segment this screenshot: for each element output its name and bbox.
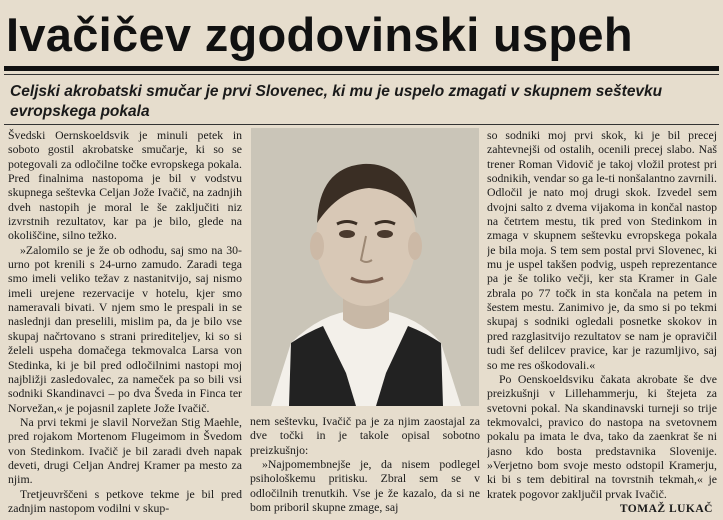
deck-subtitle: Celjski akrobatski smučar je prvi Slovenec, ki mu je uspelo zmagati v skupnem seštevku evropskega pokala bbox=[10, 83, 663, 120]
byline: TOMAŽ LUKAČ bbox=[619, 503, 713, 515]
article-column-1 bbox=[8, 128, 242, 520]
headline-rule-thick bbox=[4, 66, 719, 71]
paragraph: »Najpomembnejše je, da nisem podlegel psihološkemu pritisku. Zbral sem se v odločilnih trenutkih. Vse je že kazalo, da si ne bom priboril skupne zmage, saj bbox=[250, 457, 480, 515]
paragraph: »Zalomilo se je že ob odhodu, saj smo na 30-urno pot krenili s 24-urno zamudo. Zaradi tega smo imeli veliko težav z nastanitvijo, saj nismo imeli urejene rezervacije v hotelu, kjer smo nameravali bivati. V njem smo le prespali in se naslednji dan preselili, mislim pa, da je bilo vse skupaj načrtovano s strani prirediteljev, ki so si želeli uspeha domačega tekmovalca Larsa von Stedinka, ki je bil pred odločilnimi nastopi moj najbližji zasledovalec, za nameček pa so bili vsi sodniki Skandinavci – po dva Šveda in Finca ter Norvežan,« je pojasnil zaplete Jože Ivačič. bbox=[8, 242, 242, 415]
portrait-photo bbox=[251, 128, 479, 406]
headline: Ivačičev zgodovinski uspeh bbox=[6, 8, 633, 61]
paragraph: Na prvi tekmi je slavil Norvežan Stig Maehle, pred rojakom Mortenom Flugeimom in Švedom von Stedinkom. Ivačič je bil zaradi dveh napak deveti, drugi Celjan Andrej Kramer pa mesto za njim. bbox=[8, 414, 242, 487]
paragraph: nem seštevku, Ivačič pa je za njim zaostajal za dve točki in je takole opisal sobotno preizkušnjo: bbox=[250, 414, 480, 457]
paragraph: Tretjeuvrščeni s petkove tekme je bil pred zadnjim nastopom vodilni v skup- bbox=[8, 486, 242, 515]
paragraph: Po Oenskoeldsviku čakata akrobate še dve preizkušnji v Lillehammerju, ki štejeta za svetovni pokal. Na skandinavski turneji so trije tekmovalci, pravico do nastopa na svetovnem pokalu pa imata le dva, tako da zaenkrat še ni jasno kdo bosta predstavnika Slovenije. »Verjetno bom svoje mesto odstopil Kramerju, ki bi s tem debitiral na tovrstnih tekmah,« je kratek pogovor zaključil prvak Ivačič. bbox=[487, 371, 717, 501]
headline-rule-thin bbox=[4, 74, 719, 75]
deck-rule bbox=[4, 124, 719, 125]
paragraph: Švedski Oernskoeldsvik je minuli petek in soboto gostil akrobatske smučarje, ki so se potegovali za odločilne točke evropskega pokala. Pred finalnima nastopoma je bil v vodstvu skupnega seštevka Celjan Jože Ivačič, na zadnjih dveh nastopih je moral le še zaključiti niz izvrstnih rezultatov, kar pa je bilo, glede na okoliščine, silno težko. bbox=[8, 128, 242, 243]
article-column-3 bbox=[487, 128, 717, 520]
paragraph: so sodniki moj prvi skok, ki je bil precej zahtevnejši od ostalih, ocenili precej slabo. Naš trener Roman Vidovič je takoj vložil protest pri sodnikih, vendar so ga le-ti nonšalantno zavrnili. Odločil je nato moj drugi skok. Izvedel sem dvojni salto z dvema vijakoma in končal nastop na četrtem mestu, tik pred von Stedinkom in zmaga v skupnem seštevku evropskega pokala je bila moja. S tem sem postal prvi Slovenec, ki mu je uspel takšen podvig, uspeh reprezentance pa je še toliko večji, ker sta Kramer in Gale zbrala po 77 točk in sta končala na petem in šestem mestu. Zanimivo je, da smo si po tekmi skupaj s sodniki ogledali posnetke skokov in pred razglasitvijo rezultatov se nam je opravičil tudi šef delilcev pravice, kar je razumljivo, saj so me res oškodovali.« bbox=[487, 128, 717, 372]
portrait-illustration bbox=[251, 128, 479, 406]
article-column-2 bbox=[250, 414, 480, 520]
